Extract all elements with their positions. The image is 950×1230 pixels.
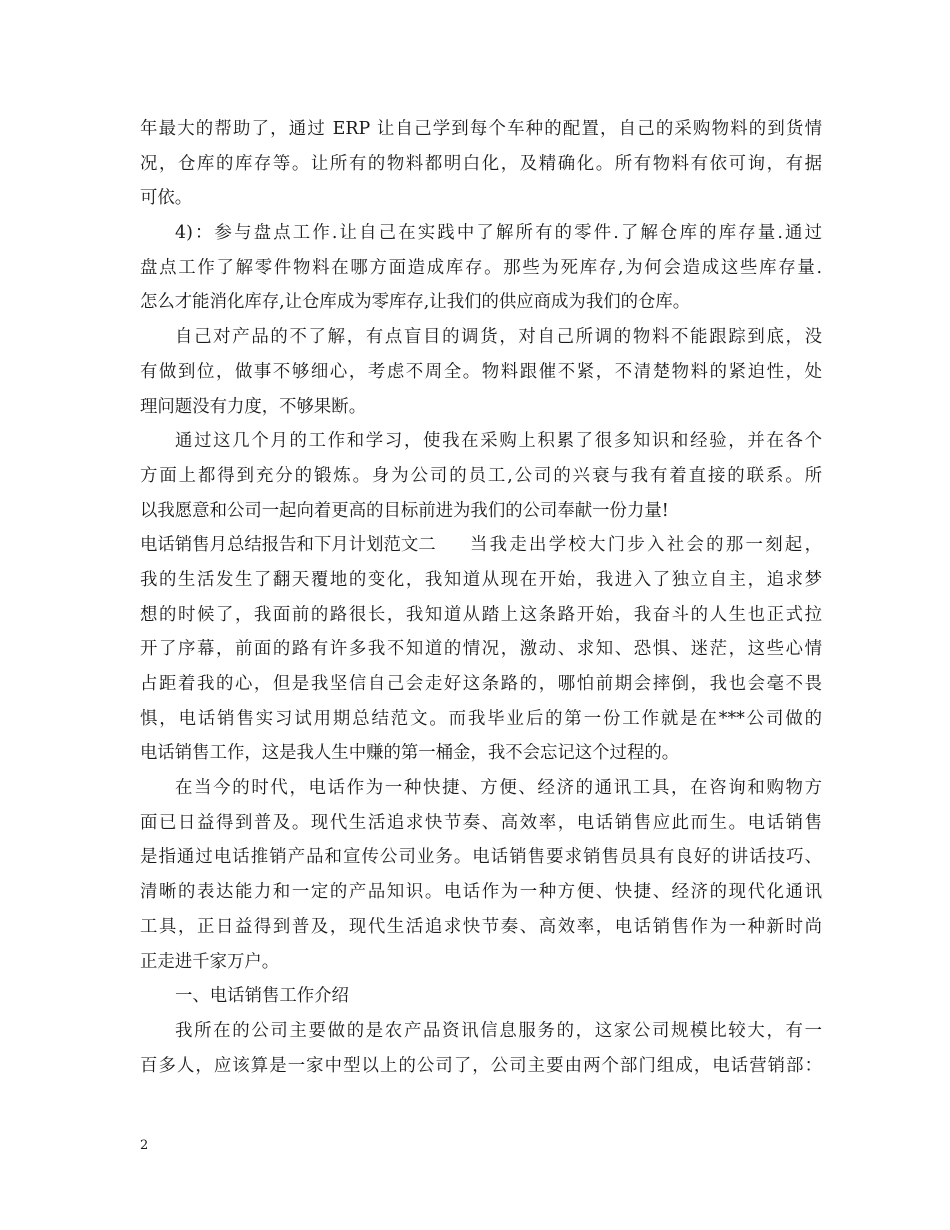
section-heading-line — [140, 528, 822, 563]
text-line: 年最大的帮助了，通过 ERP 让自己学到每个车种的配置，自己的采购物料的到货情 — [140, 119, 822, 139]
text-line: 惧，电话销售实习试用期总结范文。而我毕业后的第一份工作就是在***公司做的 — [140, 708, 822, 729]
text-line: 盘点工作了解零件物料在哪方面造成库存。那些为死库存,为何会造成这些库存量. — [140, 257, 822, 278]
text-line: 4)：参与盘点工作.让自己在实践中了解所有的零件.了解仓库的库存量.通过 — [175, 223, 822, 244]
text-line: 电话销售工作，这是我人生中赚的第一桶金，我不会忘记这个过程的。 — [140, 743, 680, 764]
text-line: 在当今的时代，电话作为一种快捷、方便、经济的通讯工具，在咨询和购物方 — [175, 778, 822, 799]
text-line: 可依。 — [140, 188, 193, 209]
page-number: 2 — [140, 1138, 149, 1153]
document-body — [140, 112, 822, 1083]
section-heading: 一、电话销售工作介绍 — [175, 986, 349, 1007]
text-line: 理问题没有力度，不够果断。 — [140, 396, 367, 417]
text-line: 面已日益得到普及。现代生活追求快节奏、高效率，电话销售应此而生。电话销售 — [140, 812, 822, 833]
text-line: 清晰的表达能力和一定的产品知识。电话作为一种方便、快捷、经济的现代化通讯 — [140, 882, 822, 903]
text-line: 况，仓库的库存等。让所有的物料都明白化，及精确化。所有物料有依可询，有据 — [140, 153, 822, 174]
section-heading: 电话销售月总结报告和下月计划范文二 — [140, 535, 436, 556]
text-line: 工具，正日益得到普及，现代生活追求快节奏、高效率，电话销售作为一种新时尚 — [140, 916, 822, 937]
text-line: 是指通过电话推销产品和宣传公司业务。电话销售要求销售员具有良好的讲话技巧、 — [140, 847, 822, 868]
text-line: 通过这几个月的工作和学习，使我在采购上积累了很多知识和经验，并在各个 — [175, 431, 822, 452]
text-line: 开了序幕，前面的路有许多我不知道的情况，激动、求知、恐惧、迷茫，这些心情 — [140, 639, 822, 660]
text-line: 我的生活发生了翻天覆地的变化，我知道从现在开始，我进入了独立自主，追求梦 — [140, 569, 822, 590]
text-line: 自己对产品的不了解，有点盲目的调货，对自己所调的物料不能跟踪到底，没 — [175, 327, 822, 348]
text-line: 怎么才能消化库存,让仓库成为零库存,让我们的供应商成为我们的仓库。 — [140, 292, 691, 313]
text-line: 我所在的公司主要做的是农产品资讯信息服务的，这家公司规模比较大，有一 — [175, 1020, 822, 1041]
text-line: 百多人，应该算是一家中型以上的公司了，公司主要由两个部门组成，电话营销部： — [140, 1055, 822, 1076]
text-line: 有做到位，做事不够细心，考虑不周全。物料跟催不紧，不清楚物料的紧迫性，处 — [140, 361, 822, 382]
text-line: 想的时候了，我面前的路很长，我知道从踏上这条路开始，我奋斗的人生也正式拉 — [140, 604, 822, 625]
text-line: 当我走出学校大门步入社会的那一刻起， — [470, 535, 822, 556]
text-line: 正走进千家万户。 — [140, 951, 280, 972]
text-line: 占距着我的心，但是我坚信自己会走好这条路的，哪怕前期会摔倒，我也会毫不畏 — [140, 674, 822, 694]
text-line: 方面上都得到充分的锻炼。身为公司的员工,公司的兴衰与我有着直接的联系。所 — [140, 465, 822, 486]
text-line: 以我愿意和公司一起向着更高的目标前进为我们的公司奉献一份力量! — [140, 500, 669, 521]
